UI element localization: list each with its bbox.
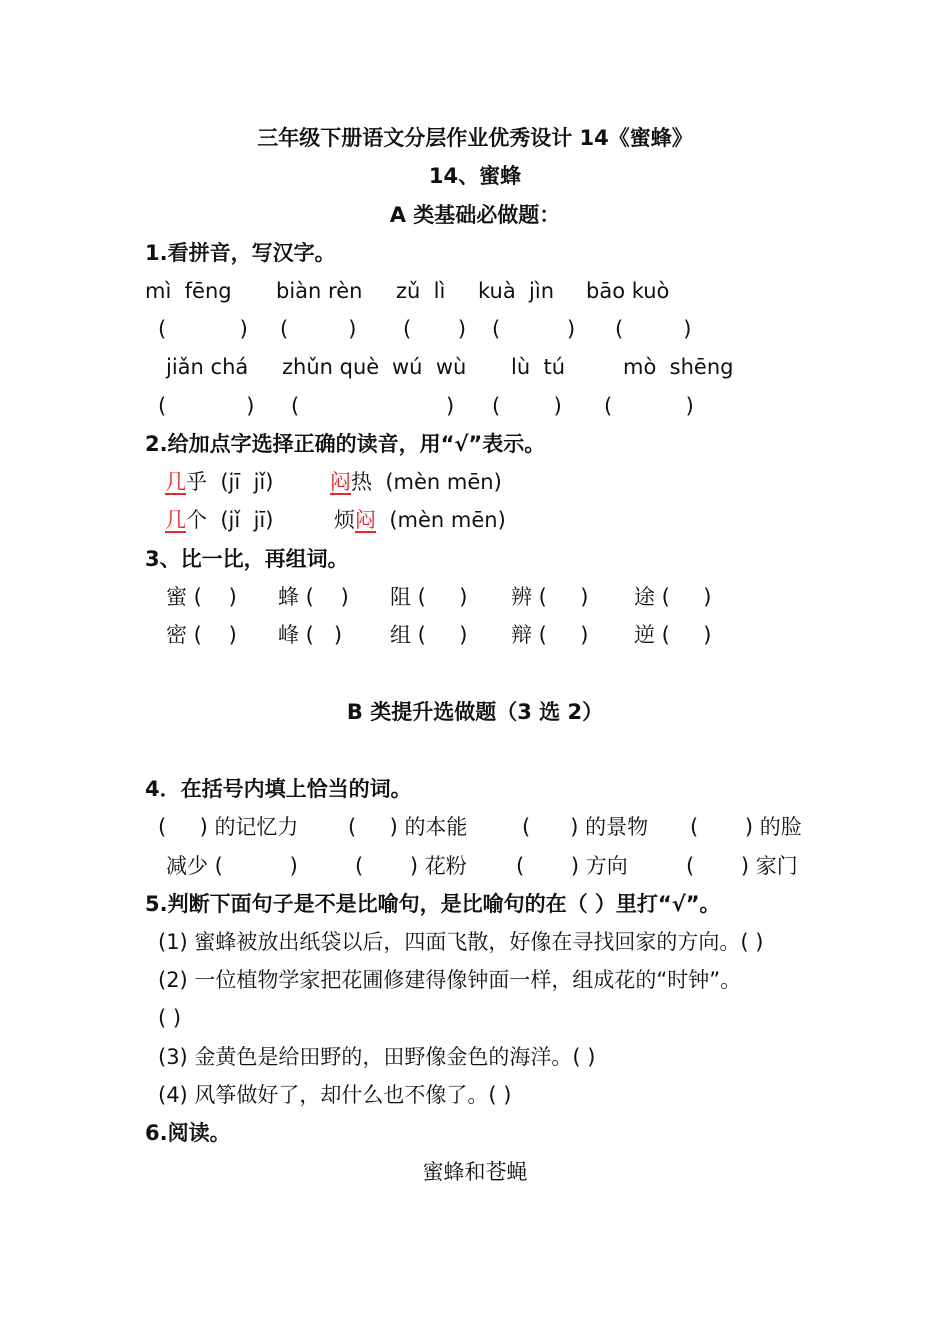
compare-word-item[interactable]: 辩 ( ) xyxy=(511,623,589,647)
answer-blank[interactable]: ( ) xyxy=(403,317,467,341)
dotted-character: 闷 xyxy=(330,470,351,494)
fill-word-item[interactable]: ( ) 的记忆力 xyxy=(158,815,299,839)
compare-word-item[interactable]: 组 ( ) xyxy=(390,623,468,647)
answer-blank[interactable]: ( ) xyxy=(604,394,694,418)
pinyin-item: bāo kuò xyxy=(586,279,670,303)
judge-sentence[interactable]: (3) 金黄色是给田野的，田野像金色的海洋。( ) xyxy=(158,1045,596,1069)
q1-heading: 1.看拼音，写汉字。 xyxy=(145,241,336,265)
dotted-character: 几 xyxy=(165,508,186,532)
fill-word-item[interactable]: 减少 ( ) xyxy=(166,854,298,878)
fill-word-item[interactable]: ( ) 的景物 xyxy=(522,815,649,839)
pinyin-item: zhǔn què xyxy=(282,355,380,379)
pronunciation-item[interactable]: 烦闷 (mèn mēn) xyxy=(334,508,506,532)
pronunciation-item[interactable]: 闷热 (mèn mēn) xyxy=(330,470,502,494)
judge-sentence[interactable]: (2) 一位植物学家把花圃修建得像钟面一样，组成花的“时钟”。 xyxy=(158,968,742,992)
fill-word-item[interactable]: ( ) 方向 xyxy=(516,854,628,878)
pinyin-item: lù tú xyxy=(511,355,566,379)
compare-word-item[interactable]: 峰 ( ) xyxy=(278,623,343,647)
dotted-character: 几 xyxy=(165,470,186,494)
q3-heading: 3、比一比，再组词。 xyxy=(145,547,349,571)
lesson-title: 14、蜜蜂 xyxy=(428,164,522,188)
pronunciation-item[interactable]: 几个 (jǐ jī) xyxy=(165,508,274,532)
judge-sentence[interactable]: (1) 蜜蜂被放出纸袋以后，四面飞散，好像在寻找回家的方向。( ) xyxy=(158,930,764,954)
dotted-character: 闷 xyxy=(355,508,376,532)
compare-word-item[interactable]: 逆 ( ) xyxy=(634,623,712,647)
answer-blank[interactable]: ( ) xyxy=(158,317,248,341)
passage-title: 蜜蜂和苍蝇 xyxy=(422,1160,528,1184)
q5-heading: 5.判断下面句子是不是比喻句，是比喻句的在（ ）里打“√”。 xyxy=(145,892,721,916)
pinyin-item: zǔ lì xyxy=(396,279,446,303)
answer-blank[interactable]: ( ) xyxy=(158,394,255,418)
compare-word-item[interactable]: 途 ( ) xyxy=(634,585,712,609)
pinyin-item: mò shēng xyxy=(623,355,734,379)
pinyin-item: wú wù xyxy=(392,355,467,379)
q6-heading: 6.阅读。 xyxy=(145,1121,231,1145)
fill-word-item[interactable]: ( ) 家门 xyxy=(686,854,798,878)
section-b-heading: B 类提升选做题（3 选 2） xyxy=(346,700,604,724)
compare-word-item[interactable]: 辨 ( ) xyxy=(511,585,589,609)
pinyin-item: mì fēng xyxy=(145,279,232,303)
answer-blank[interactable]: ( ) xyxy=(615,317,692,341)
pronunciation-item[interactable]: 几乎 (jī jǐ) xyxy=(165,470,274,494)
compare-word-item[interactable]: 蜜 ( ) xyxy=(166,585,237,609)
compare-word-item[interactable]: 密 ( ) xyxy=(166,623,237,647)
pinyin-item: kuà jìn xyxy=(478,279,555,303)
section-a-heading: A 类基础必做题： xyxy=(389,203,561,227)
compare-word-item[interactable]: 阻 ( ) xyxy=(390,585,468,609)
fill-word-item[interactable]: ( ) 的本能 xyxy=(348,815,468,839)
answer-blank[interactable]: ( ) xyxy=(492,317,576,341)
answer-blank[interactable]: ( ) xyxy=(291,394,455,418)
worksheet-title: 三年级下册语文分层作业优秀设计 14《蜜蜂》 xyxy=(257,126,693,150)
compare-word-item[interactable]: 蜂 ( ) xyxy=(278,585,349,609)
pinyin-item: jiǎn chá xyxy=(166,355,249,379)
fill-word-item[interactable]: ( ) 的脸 xyxy=(690,815,802,839)
judge-sentence[interactable]: (4) 风筝做好了，却什么也不像了。( ) xyxy=(158,1083,512,1107)
q2-heading: 2.给加点字选择正确的读音，用“√”表示。 xyxy=(145,432,546,456)
pinyin-item: biàn rèn xyxy=(276,279,363,303)
q4-heading: 4．在括号内填上恰当的词。 xyxy=(145,777,412,801)
fill-word-item[interactable]: ( ) 花粉 xyxy=(355,854,467,878)
answer-blank[interactable]: ( ) xyxy=(280,317,357,341)
answer-blank[interactable]: ( ) xyxy=(492,394,562,418)
judge-answer-bracket[interactable]: ( ) xyxy=(158,1006,182,1030)
